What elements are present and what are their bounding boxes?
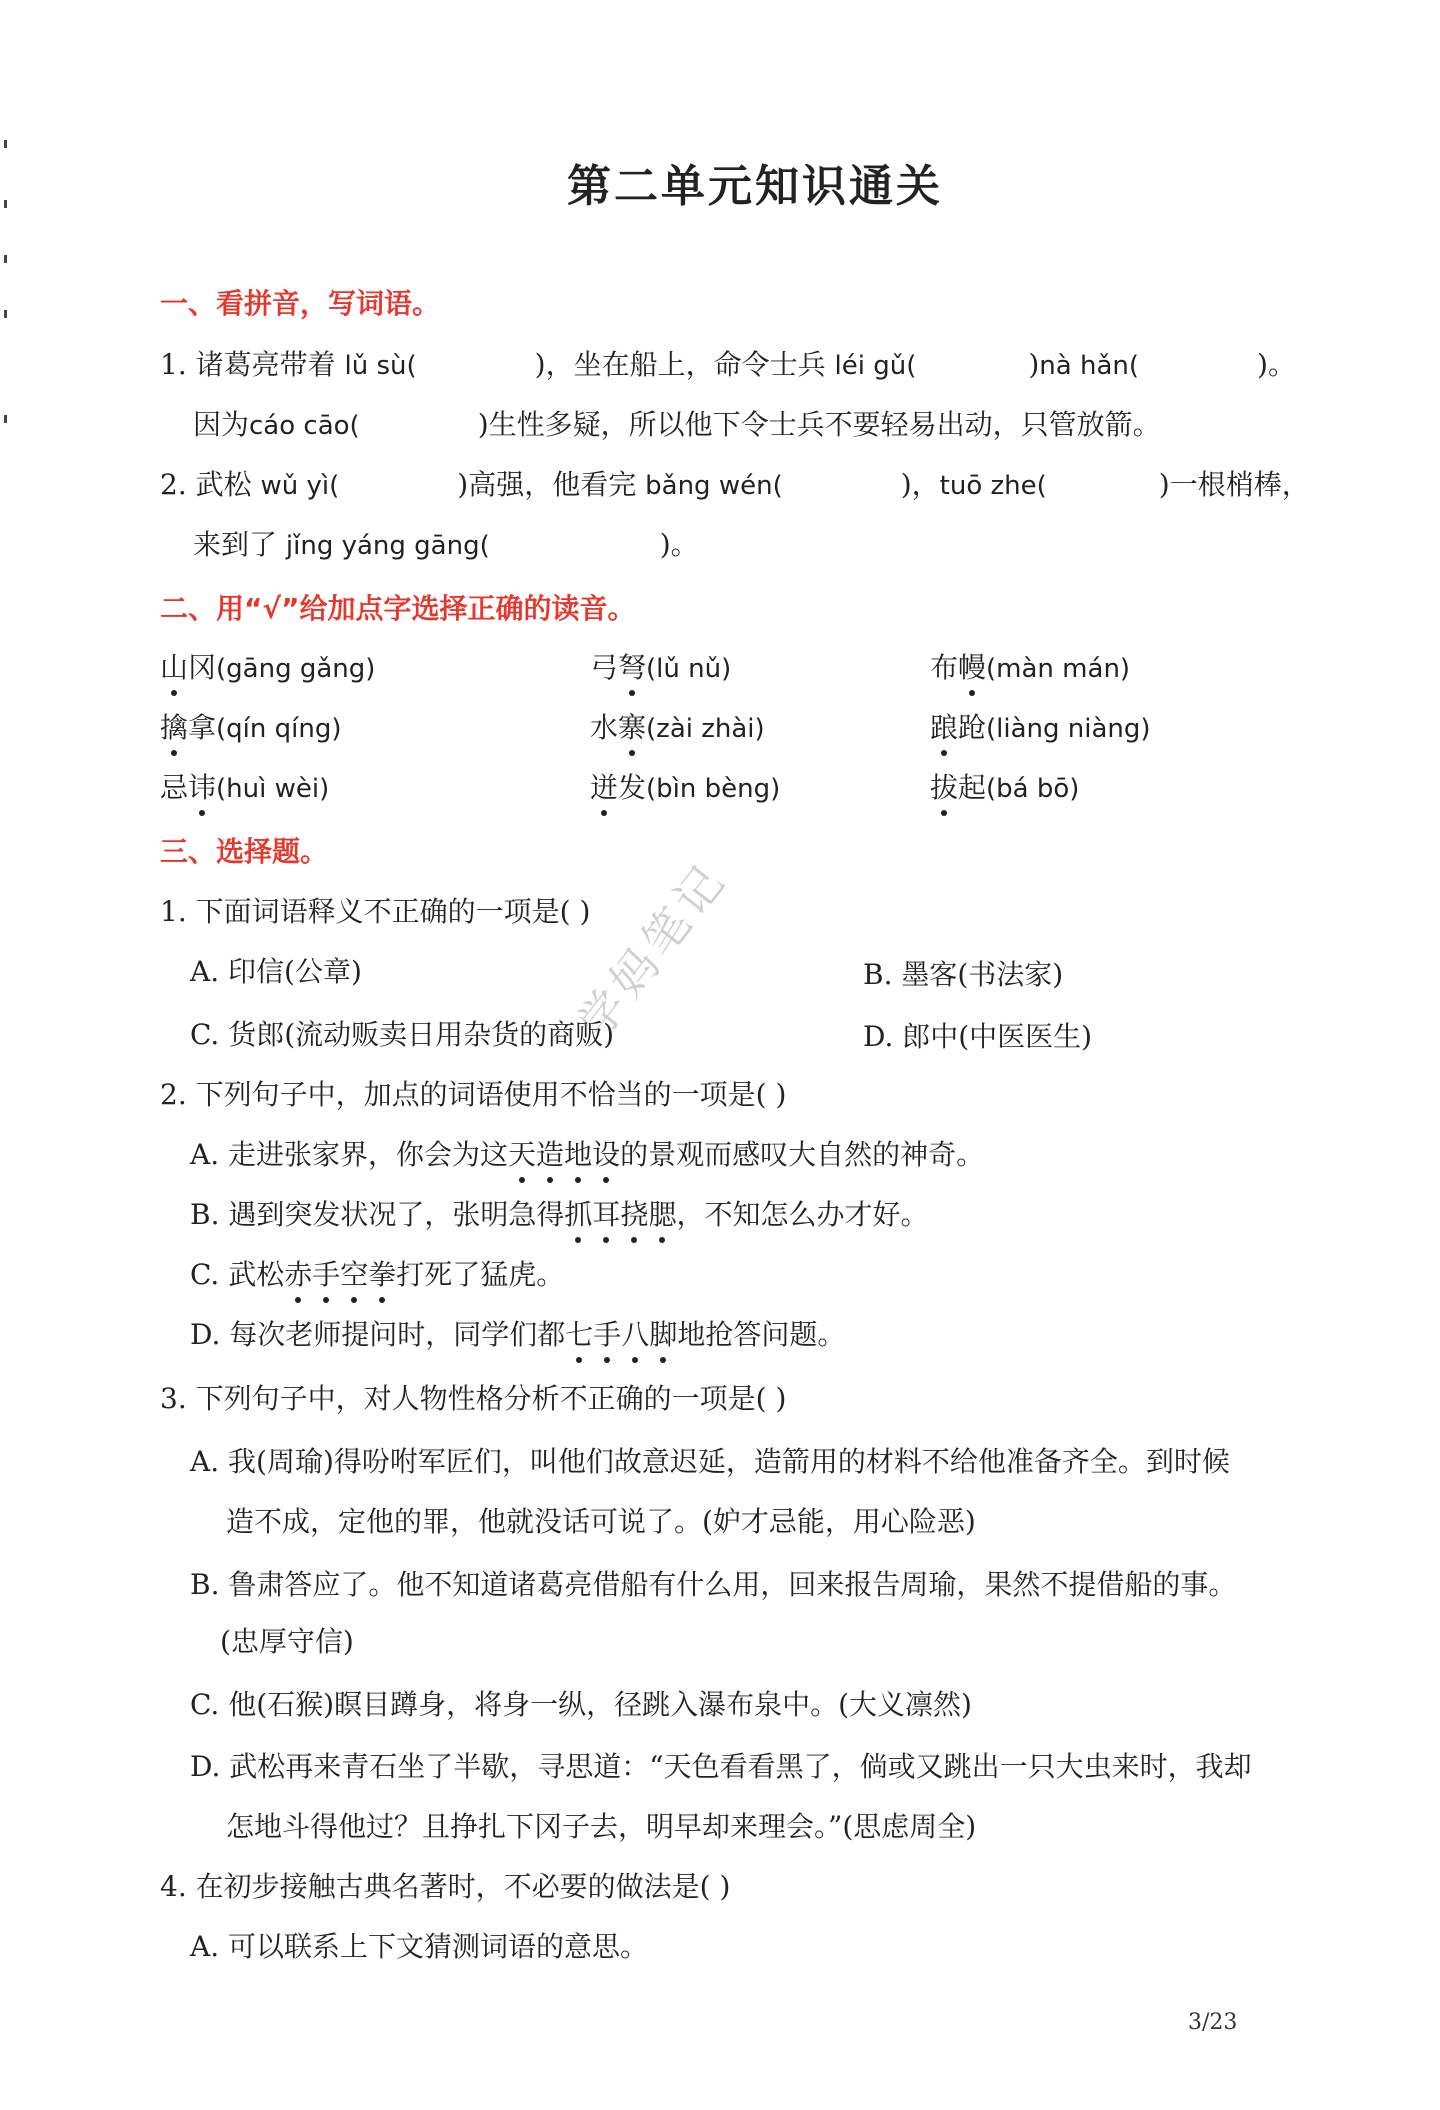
- pron-item: 拔起(bá bō): [930, 766, 1079, 806]
- margin-mark: [4, 415, 7, 423]
- dotted-char: 山: [160, 646, 188, 686]
- pron-item: 弓弩(lǔ nǔ): [590, 646, 731, 686]
- q3-item-4: 4. 在初步接触古典名著时，不必要的做法是( ): [160, 1870, 731, 1903]
- pinyin-bangwen: bǎng wén(: [645, 471, 783, 501]
- pron-item: 水寨(zài zhài): [590, 706, 765, 746]
- dotted-phrase: [564, 1198, 676, 1231]
- margin-mark: [4, 310, 7, 318]
- q1-l1-text-a: 1. 诸葛亮带着: [160, 348, 336, 381]
- q1-line-4: [193, 523, 699, 563]
- pinyin-nahan: nà hǎn(: [1039, 351, 1140, 381]
- page-number: 3/23: [1188, 2010, 1238, 2035]
- pinyin-wuyi: wǔ yì(: [260, 471, 340, 501]
- dotted-char: 手: [312, 1253, 340, 1293]
- pronunciation-options[interactable]: (gāng gǎng): [216, 654, 376, 684]
- dotted-char: 寨: [618, 706, 646, 746]
- option-d-cont: 怎地斗得他过？且挣扎下冈子去，明早却来理会。”(思虑周全): [226, 1810, 977, 1843]
- dotted-char: 手: [593, 1313, 621, 1353]
- dotted-char: 腮: [648, 1193, 676, 1233]
- dotted-phrase: [284, 1258, 396, 1291]
- pronunciation-options[interactable]: (màn mán): [986, 654, 1131, 684]
- dotted-char: 天: [508, 1133, 536, 1173]
- section-2-heading: 二、用“√”给加点字选择正确的读音。: [160, 592, 636, 625]
- option-a[interactable]: A. 印信(公章): [190, 955, 362, 988]
- dotted-char: 设: [592, 1133, 620, 1173]
- q1-l3-text-d: )一根梢棒，: [1158, 468, 1310, 501]
- dotted-char: 踉: [930, 706, 958, 746]
- pron-item: 擒拿(qín qíng): [160, 706, 342, 746]
- q1-l2-text-a: 因为: [193, 408, 250, 441]
- q1-line-1: [160, 343, 1296, 383]
- option-c[interactable]: C. 货郎(流动贩卖日用杂货的商贩): [190, 1018, 615, 1051]
- q1-l3-text-a: 2. 武松: [160, 468, 252, 501]
- dotted-char: 脚: [649, 1313, 677, 1353]
- pronunciation-options[interactable]: (qín qíng): [216, 714, 342, 744]
- dotted-char: 拔: [930, 766, 958, 806]
- option-b-cont: (忠厚守信): [220, 1625, 354, 1658]
- pronunciation-options[interactable]: (bìn bèng): [646, 774, 781, 804]
- q3-item-2: 2. 下列句子中，加点的词语使用不恰当的一项是( ): [160, 1078, 787, 1111]
- pinyin-lusu: lǔ sù(: [344, 351, 417, 381]
- dotted-phrase: [565, 1318, 677, 1351]
- option-a-cont: 造不成，定他的罪，他就没话可说了。(妒才忌能，用心险恶): [226, 1505, 976, 1538]
- q1-l3-text-c: )，: [900, 468, 940, 501]
- option-a[interactable]: A. 走进张家界，你会为这天造地设的景观而感叹大自然的神奇。: [190, 1133, 984, 1173]
- pinyin-tuozhe: tuō zhe(: [939, 471, 1047, 501]
- dotted-char: 赤: [284, 1253, 312, 1293]
- q3-item-1: 1. 下面词语释义不正确的一项是( ): [160, 895, 591, 928]
- pinyin-leigu: léi gǔ(: [834, 351, 917, 381]
- q3-item-3: 3. 下列句子中，对人物性格分析不正确的一项是( ): [160, 1382, 787, 1415]
- option-c[interactable]: C. 武松赤手空拳打死了猛虎。: [190, 1253, 564, 1293]
- pron-item: 山冈(gāng gǎng): [160, 646, 375, 686]
- pronunciation-options[interactable]: (huì wèi): [216, 774, 330, 804]
- q1-l4-text-b: )。: [659, 528, 699, 561]
- dotted-char: 七: [565, 1313, 593, 1353]
- option-c[interactable]: C. 他(石猴)瞑目蹲身，将身一纵，径跳入瀑布泉中。(大义凛然): [190, 1688, 972, 1721]
- pron-item: 踉跄(liàng niàng): [930, 706, 1151, 746]
- dotted-char: 空: [340, 1253, 368, 1293]
- q1-line-3: [160, 463, 1310, 503]
- q1-l1-text-d: )。: [1257, 348, 1296, 381]
- option-d[interactable]: D. 每次老师提问时，同学们都七手八脚地抢答问题。: [190, 1313, 845, 1353]
- section-3-heading: 三、选择题。: [160, 835, 329, 868]
- option-b[interactable]: B. 鲁肃答应了。他不知道诸葛亮借船有什么用，回来报告周瑜，果然不提借船的事。: [190, 1568, 1237, 1601]
- q1-line-2: [193, 403, 1161, 443]
- pronunciation-options[interactable]: (lǔ nǔ): [646, 654, 732, 684]
- dotted-char: 讳: [188, 766, 216, 806]
- section-1-heading: 一、看拼音，写词语。: [160, 287, 441, 320]
- pronunciation-options[interactable]: (liàng niàng): [986, 714, 1151, 744]
- option-a[interactable]: A. 可以联系上下文猜测词语的意思。: [190, 1930, 649, 1963]
- dotted-char: 造: [536, 1133, 564, 1173]
- dotted-char: 挠: [620, 1193, 648, 1233]
- dotted-char: 擒: [160, 706, 188, 746]
- pron-item: 迸发(bìn bèng): [590, 766, 780, 806]
- pronunciation-options[interactable]: (bá bō): [986, 774, 1080, 804]
- dotted-phrase: [508, 1138, 620, 1171]
- pron-item: 忌讳(huì wèi): [160, 766, 329, 806]
- q1-l1-text-b: )，坐在船上，命令士兵: [534, 348, 826, 381]
- pron-item: 布幔(màn mán): [930, 646, 1130, 686]
- dotted-char: 迸: [590, 766, 618, 806]
- q1-l4-text-a: 来到了: [193, 528, 278, 561]
- page-title: 第二单元知识通关: [567, 161, 943, 212]
- dotted-char: 拳: [368, 1253, 396, 1293]
- pinyin-jingyanggang: jǐng yáng gāng(: [285, 531, 490, 561]
- option-b[interactable]: B. 墨客(书法家): [863, 958, 1064, 991]
- option-d[interactable]: D. 武松再来青石坐了半歇，寻思道：“天色看看黑了，倘或又跳出一只大虫来时，我却: [190, 1750, 1252, 1783]
- margin-mark: [4, 140, 7, 148]
- dotted-char: 抓: [564, 1193, 592, 1233]
- dotted-char: 八: [621, 1313, 649, 1353]
- dotted-char: 弩: [618, 646, 646, 686]
- q1-l2-text-b: )生性多疑，所以他下令士兵不要轻易出动，只管放箭。: [477, 408, 1161, 441]
- option-a[interactable]: A. 我(周瑜)得吩咐军匠们，叫他们故意迟延，造箭用的材料不给他准备齐全。到时候: [190, 1445, 1230, 1478]
- q1-l1-text-c: ): [1028, 348, 1040, 381]
- option-d[interactable]: D. 郎中(中医医生): [863, 1020, 1093, 1053]
- dotted-char: 耳: [592, 1193, 620, 1233]
- watermark: 学妈笔记: [567, 851, 738, 1049]
- dotted-char: 地: [564, 1133, 592, 1173]
- pronunciation-options[interactable]: (zài zhài): [646, 714, 765, 744]
- dotted-char: 幔: [958, 646, 986, 686]
- pinyin-caocao: cáo cāo(: [249, 411, 360, 441]
- option-b[interactable]: B. 遇到突发状况了，张明急得抓耳挠腮，不知怎么办才好。: [190, 1193, 928, 1233]
- q1-l3-text-b: )高强，他看完: [457, 468, 637, 501]
- margin-mark: [4, 255, 7, 263]
